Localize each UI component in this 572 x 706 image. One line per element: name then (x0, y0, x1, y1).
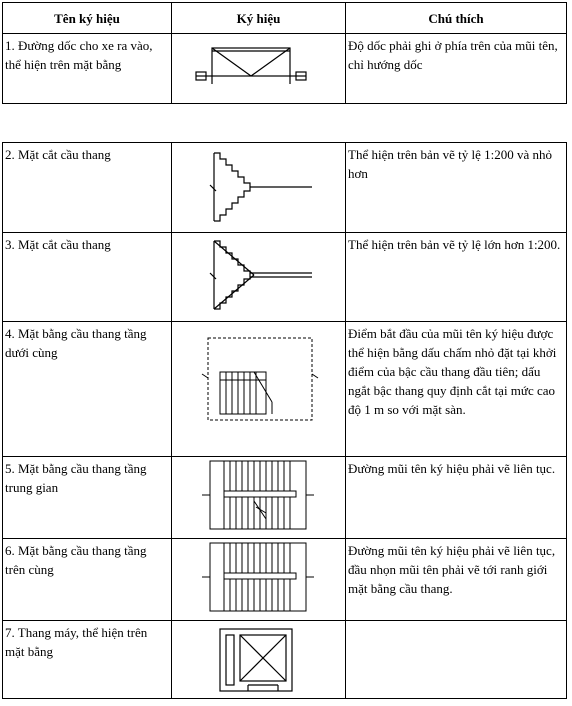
row-note: Độ dốc phải ghi ở phía trên của mũi tên, chỉ hướng dốc (348, 38, 558, 72)
symbol-table-bottom (2, 142, 567, 699)
row-note: Thể hiện trên bản vẽ tỷ lệ 1:200 và nhỏ hơn (348, 147, 552, 181)
stair-plan-top-floor-icon (172, 539, 346, 621)
header-row (3, 3, 567, 34)
table-row (3, 143, 567, 233)
header-name: Tên ký hiệu (3, 3, 172, 34)
header-symbol: Ký hiệu (172, 3, 346, 34)
stair-section-small-scale-icon (172, 143, 346, 233)
row-name: 7. Thang máy, thể hiện trên mặt bằng (5, 625, 148, 659)
row-name: 3. Mặt cắt cầu thang (5, 237, 111, 252)
row-note (346, 621, 566, 623)
table-row (3, 539, 567, 621)
row-note: Đường mũi tên ký hiệu phải vẽ liên tục. (348, 461, 556, 476)
row-name: 6. Mặt bằng cầu thang tầng trên cùng (5, 543, 147, 577)
ramp-plan-symbol-icon (172, 34, 346, 104)
stair-plan-intermediate-floor-icon (172, 457, 346, 539)
elevator-plan-icon (172, 621, 346, 699)
row-name: 2. Mặt cắt cầu thang (5, 147, 111, 162)
row-name: 5. Mặt bằng cầu thang tầng trung gian (5, 461, 147, 495)
table-row (3, 457, 567, 539)
table-row (3, 621, 567, 699)
row-note: Thể hiện trên bản vẽ tỷ lệ lớn hơn 1:200. (348, 237, 561, 252)
row-name: 4. Mặt bằng cầu thang tầng dưới cùng (5, 326, 147, 360)
row-name: 1. Đường dốc cho xe ra vào, thể hiện trên mặt bằng (5, 38, 153, 72)
header-note: Chú thích (346, 3, 567, 34)
table-row (3, 34, 567, 104)
stair-section-large-scale-icon (172, 233, 346, 322)
table-row (3, 322, 567, 457)
table-row (3, 233, 567, 322)
stair-plan-bottom-floor-icon (172, 322, 346, 457)
row-note: Đường mũi tên ký hiệu phải vẽ liên tục, đầu nhọn mũi tên phải vẽ tới ranh giới mặt bằng cầu thang. (348, 543, 556, 596)
row-note: Điểm bắt đầu của mũi tên ký hiệu được thể hiện bằng dấu chấm nhỏ đặt tại khởi điểm của bậc cầu thang đầu tiên; dấu ngắt bậc thang quy định cắt tại mức cao độ 1 m so với mặt sàn. (348, 326, 557, 417)
symbol-table-top (2, 2, 567, 104)
